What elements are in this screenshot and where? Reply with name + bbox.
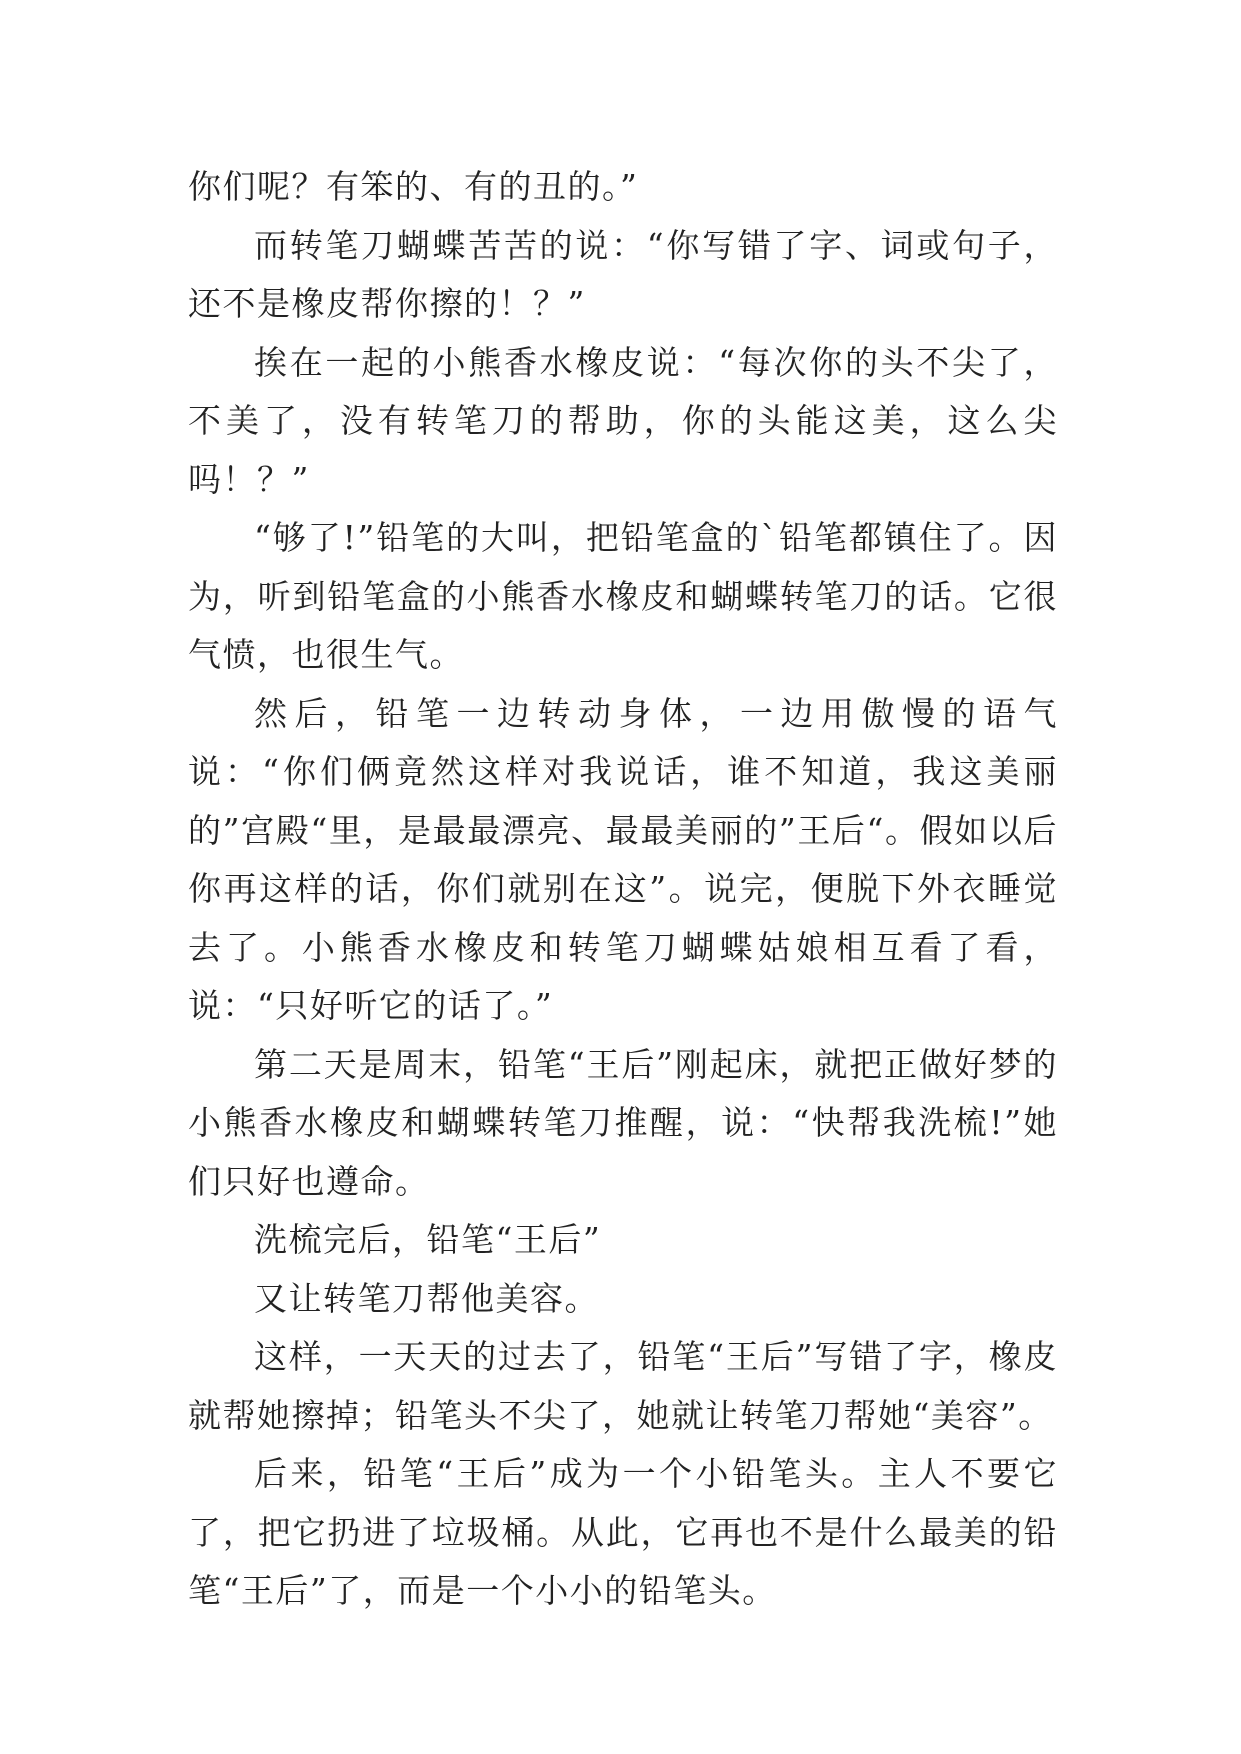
paragraph-7: 洗梳完后，铅笔“王后” xyxy=(254,1220,602,1259)
paragraph-4: “够了!”铅笔的大叫，把铅笔盒的`铅笔都镇住了。因为，听到铅笔盒的小熊香水橡皮和蝴蝶转笔刀的话。它很气愤，也很生气。 xyxy=(188,518,1058,674)
paragraph-10: 后来，铅笔“王后”成为一个小铅笔头。主人不要它了，把它扔进了垃圾桶。从此，它再也不是什么最美的铅笔“王后”了，而是一个小小的铅笔头。 xyxy=(188,1454,1058,1610)
paragraph-9: 这样，一天天的过去了，铅笔“王后”写错了字，橡皮就帮她擦掉；铅笔头不尖了，她就让转笔刀帮她“美容”。 xyxy=(188,1337,1058,1435)
paragraph-8: 又让转笔刀帮他美容。 xyxy=(254,1278,599,1318)
paragraph-2: 而转笔刀蝴蝶苦苦的说：“你写错了字、词或句子，还不是橡皮帮你擦的！？” xyxy=(188,225,1058,323)
paragraph-6: 第二天是周末，铅笔“王后”刚起床，就把正做好梦的小熊香水橡皮和蝴蝶转笔刀推醒，说：“快帮我洗梳!”她们只好也遵命。 xyxy=(188,1044,1058,1201)
paragraph-1: 你们呢？有笨的、有的丑的。” xyxy=(188,167,639,206)
paragraph-5: 然后，铅笔一边转动身体，一边用傲慢的语气说：“你们俩竟然这样对我说话，谁不知道，我这美丽的”宫殿“里，是最最漂亮、最最美丽的”王后“。假如以后你再这样的话，你们就别在这”。说完，便脱下外衣睡觉去了。小熊香水橡皮和转笔刀蝴蝶姑娘相互看了看，说：“只好听它的话了。” xyxy=(188,693,1058,1025)
story-text xyxy=(188,158,1058,1621)
paragraph-3: 挨在一起的小熊香水橡皮说：“每次你的头不尖了，不美了，没有转笔刀的帮助，你的头能这美，这么尖吗！？” xyxy=(188,342,1058,499)
